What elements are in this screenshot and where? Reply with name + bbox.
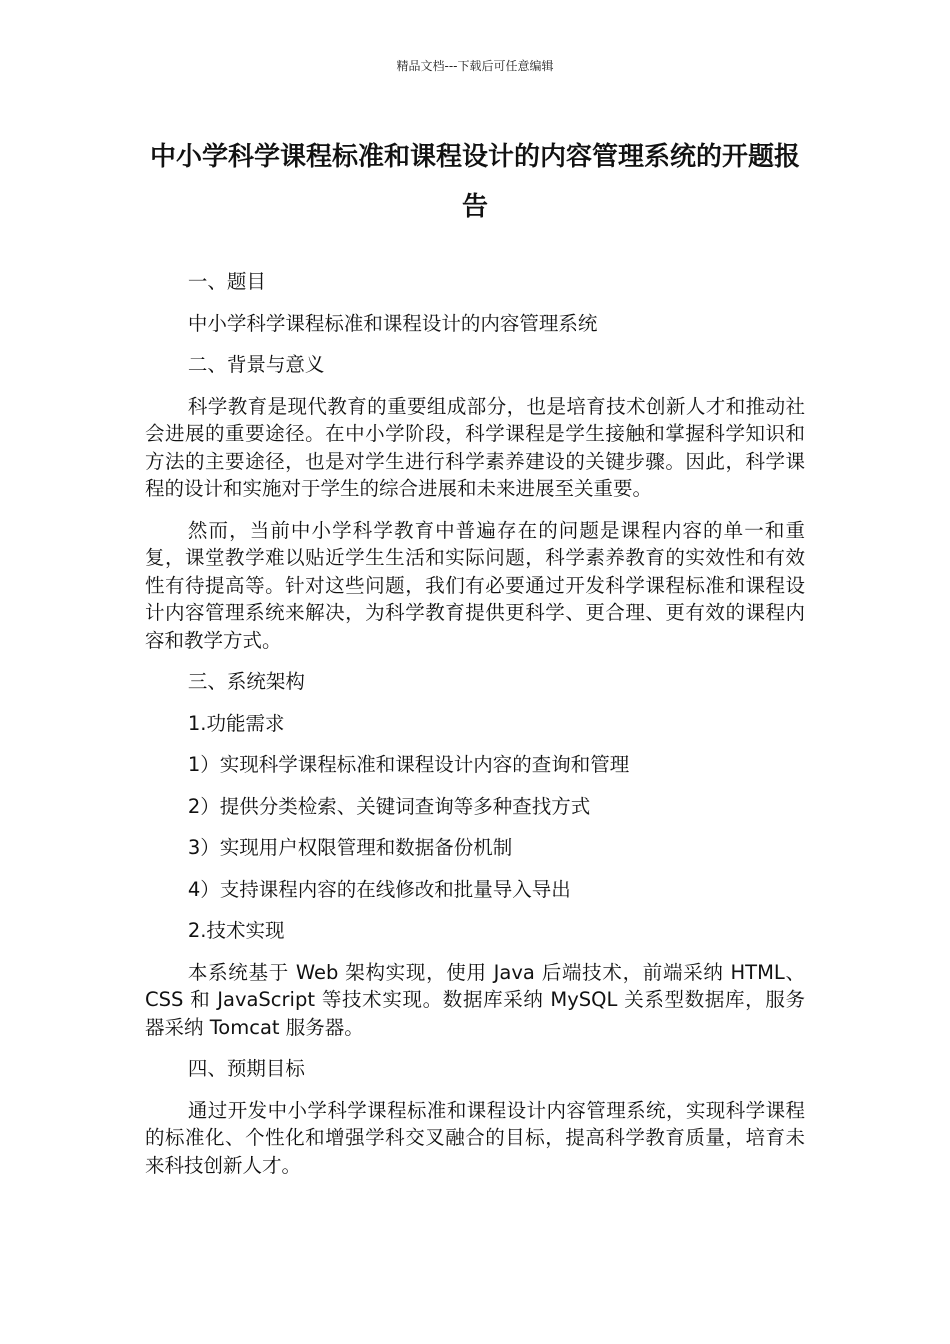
background-paragraph-2: 然而，当前中小学科学教育中普遍存在的问题是课程内容的单一和重复，课堂教学难以贴近学生生活和实际问题，科学素养教育的实效性和有效性有待提高等。针对这些问题，我们有必要通过开发科学课程标准和课程设计内容管理系统来解决，为科学教育提供更科学、更合理、更有效的课程内容和教学方式。 <box>145 518 805 652</box>
heading-background: 二、背景与意义 <box>187 353 325 376</box>
heading-topic: 一、题目 <box>187 270 266 293</box>
subheading-requirements: 1.功能需求 <box>187 711 285 735</box>
requirement-item-2: 2）提供分类检索、关键词查询等多种查找方式 <box>187 794 591 818</box>
requirement-item-3: 3）实现用户权限管理和数据备份机制 <box>187 836 513 859</box>
document-title: 中小学科学课程标准和课程设计的内容管理系统的开题报告 <box>149 142 800 222</box>
document-body <box>145 268 805 1193</box>
requirement-item-4: 4）支持课程内容的在线修改和批量导入导出 <box>187 877 571 901</box>
header-note: 精品文档---下载后可任意编辑 <box>396 59 554 73</box>
subheading-tech: 2.技术实现 <box>187 919 285 942</box>
requirement-item-1: 1）实现科学课程标准和课程设计内容的查询和管理 <box>187 753 630 776</box>
tech-paragraph: 本系统基于 Web 架构实现，使用 Java 后端技术，前端采纳 HTML、CSS 和 JavaScript 等技术实现。数据库采纳 MySQL 关系型数据库，服务器采纳 Tomcat 服务器。 <box>145 960 805 1039</box>
topic-text: 中小学科学课程标准和课程设计的内容管理系统 <box>187 311 598 335</box>
heading-architecture: 三、系统架构 <box>187 670 305 693</box>
heading-goals: 四、预期目标 <box>187 1057 305 1080</box>
goals-paragraph: 通过开发中小学科学课程标准和课程设计内容管理系统，实现科学课程的标准化、个性化和增强学科交叉融合的目标，提高科学教育质量，培育未来科技创新人才。 <box>145 1098 805 1177</box>
background-paragraph-1: 科学教育是现代教育的重要组成部分，也是培育技术创新人才和推动社会进展的重要途径。在中小学阶段，科学课程是学生接触和掌握科学知识和方法的主要途径，也是对学生进行科学素养建设的关键步骤。因此，科学课程的设计和实施对于学生的综合进展和未来进展至关重要。 <box>145 394 805 500</box>
